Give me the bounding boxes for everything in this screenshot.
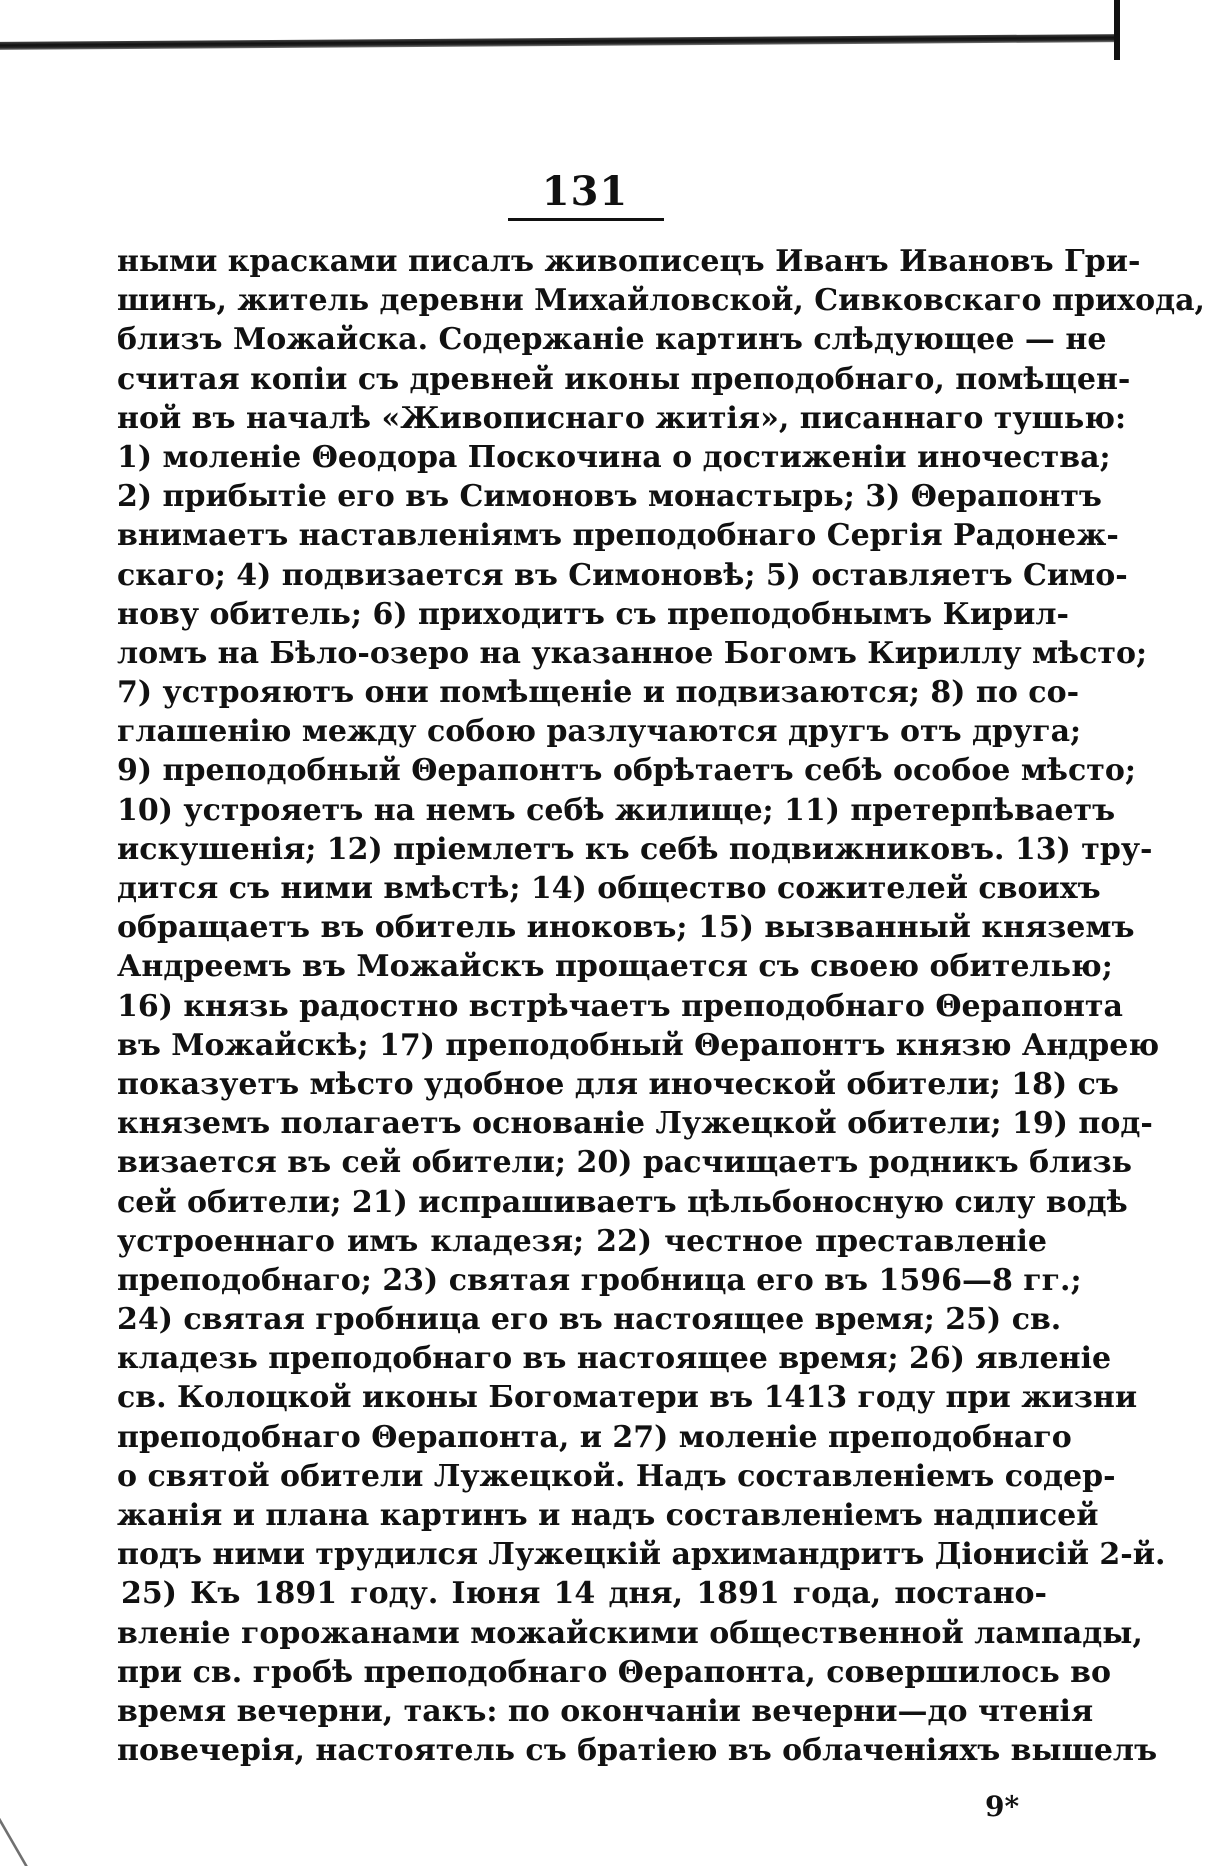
text-line: обращаетъ въ обитель иноковъ; 15) вызванный княземъ — [117, 910, 1135, 946]
text-line: подъ ними трудился Лужецкій архимандритъ Діонисій 2-й. — [117, 1537, 1166, 1573]
text-line: 25) Къ 1891 году. Іюня 14 дня, 1891 года, постано- — [121, 1576, 1047, 1612]
text-line: шинъ, житель деревни Михайловской, Сивковскаго прихода, — [117, 283, 1205, 319]
scan-edge-top — [0, 34, 1120, 50]
text-line: нову обитель; 6) приходитъ съ преподобнымъ Кирил- — [117, 596, 1069, 632]
text-line: жанія и плана картинъ и надъ составленіемъ надписей — [117, 1498, 1099, 1533]
text-line: кладезь преподобнаго въ настоящее время; 26) явленіе — [117, 1341, 1112, 1377]
text-line: показуетъ мѣсто удобное для иноческой обители; 18) съ — [117, 1066, 1119, 1102]
text-body — [117, 242, 1205, 1770]
text-line: Андреемъ въ Можайскъ прощается съ своею обителью; — [117, 949, 1113, 985]
text-line: 2) прибытіе его въ Симоновъ монастырь; 3) Θерапонтъ — [117, 479, 1102, 515]
text-line: ломъ на Бѣло-озеро на указанное Богомъ Кириллу мѣсто; — [117, 635, 1148, 671]
text-line: дится съ ними вмѣстѣ; 14) общество сожителей своихъ — [117, 871, 1101, 906]
text-line: 7) устрояютъ они помѣщеніе и подвизаются; 8) по со- — [117, 675, 1080, 711]
scan-edge-right — [1114, 0, 1120, 60]
signature-mark: 9* — [985, 1790, 1020, 1823]
text-line: ными красками писалъ живописецъ Иванъ Ивановъ Гри- — [117, 244, 1141, 279]
page-number-rule — [508, 218, 664, 221]
text-line: преподобнаго; 23) святая гробница его въ 1596—8 гг.; — [117, 1262, 1082, 1298]
text-line: скаго; 4) подвизается въ Симоновѣ; 5) оставляетъ Симо- — [117, 557, 1128, 593]
text-line: при св. гробѣ преподобнаго Θерапонта, совершилось во — [117, 1654, 1112, 1690]
text-line: устроеннаго имъ кладезя; 22) честное преставленіе — [117, 1223, 1047, 1259]
text-line: считая копіи съ древней иконы преподобнаго, помѣщен- — [117, 361, 1131, 397]
text-line: преподобнаго Θерапонта, и 27) моленіе преподобнаго — [117, 1419, 1072, 1455]
text-line: княземъ полагаетъ основаніе Лужецкой обители; 19) под- — [117, 1106, 1153, 1142]
text-line: св. Колоцкой иконы Богоматери въ 1413 году при жизни — [117, 1380, 1138, 1416]
text-line: 9) преподобный Θерапонтъ обрѣтаетъ себѣ особое мѣсто; — [117, 753, 1136, 789]
text-line: время вечерни, такъ: по окончаніи вечерни—до чтенія — [117, 1693, 1094, 1729]
text-line: глашенію между собою разлучаются другъ отъ друга; — [117, 714, 1082, 750]
text-line: искушенія; 12) пріемлетъ къ себѣ подвижниковъ. 13) тру- — [117, 831, 1153, 867]
text-line: 10) устрояетъ на немъ себѣ жилище; 11) претерпѣваетъ — [117, 792, 1116, 828]
text-line: въ Можайскѣ; 17) преподобный Θерапонтъ князю Андрею — [117, 1027, 1160, 1063]
text-line: вленіе горожанами можайскими общественной лампады, — [117, 1615, 1143, 1651]
scan-edge-bottom-left — [0, 1780, 88, 1866]
text-line: внимаетъ наставленіямъ преподобнаго Сергія Радонеж- — [117, 518, 1119, 554]
text-line: ной въ началѣ «Живописнаго житія», писаннаго тушью: — [117, 400, 1127, 436]
text-line: 16) князь радостно встрѣчаетъ преподобнаго Θерапонта — [117, 988, 1123, 1024]
text-line: близъ Можайска. Содержаніе картинъ слѣдующее — не — [117, 322, 1107, 358]
page-number: 131 — [541, 168, 629, 215]
text-line: повечерія, настоятель съ братіею въ облаченіяхъ вышелъ — [117, 1733, 1158, 1769]
text-line: 1) моленіе Θеодора Поскочина о достиженіи иночества; — [117, 439, 1111, 475]
text-line: сей обители; 21) испрашиваетъ цѣльбоносную силу водѣ — [117, 1184, 1128, 1220]
text-line: о святой обители Лужецкой. Надъ составленіемъ содер- — [117, 1458, 1116, 1494]
text-line: визается въ сей обители; 20) расчищаетъ родникъ близь — [117, 1145, 1132, 1181]
text-line: 24) святая гробница его въ настоящее время; 25) св. — [117, 1302, 1062, 1338]
